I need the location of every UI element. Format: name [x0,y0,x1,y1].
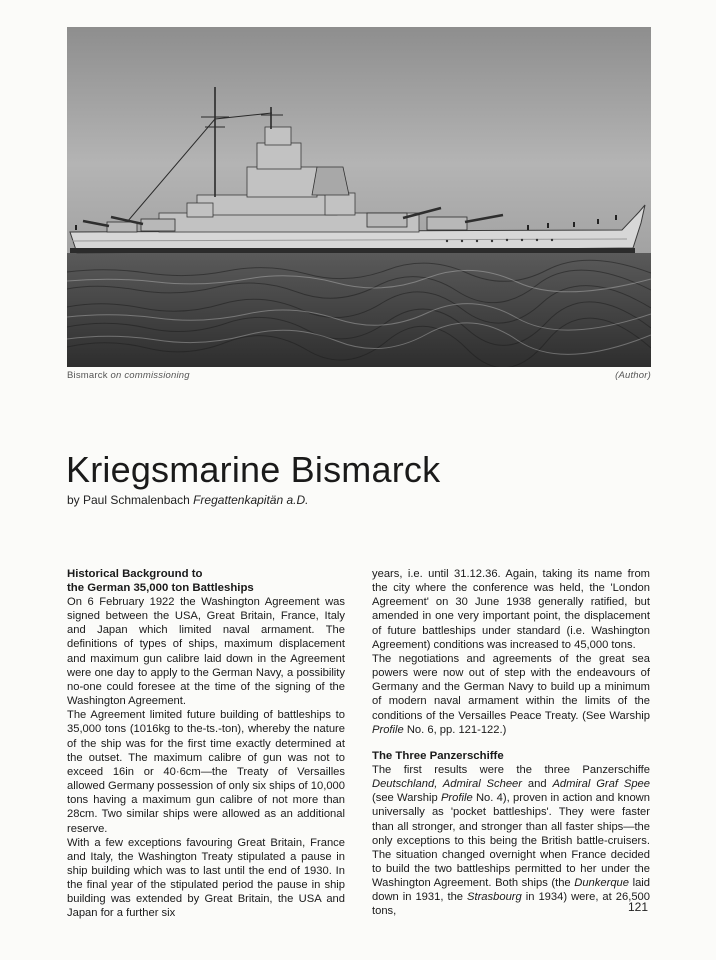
section-heading-historical: Historical Background to the German 35,000 ton Battleships [67,568,254,594]
text-column-left [67,567,345,921]
paragraph: The first results were the three Panzerschiffe Deutschland, Admiral Scheer and Admiral Graf Spee (see Warship Profile No. 4), proven in action and known universally as 'pocket battleships'. They were faster than all stronger, and stronger than all faster ships—the only exceptions to this being the British battle-cruisers. The situation changed overnight when France decided to build the two battleships permitted to her under the Washington Agreement. Both ships (the Dunkerque laid down in 1931, the Strasbourg in 1934) were, at 26,500 tons, [372,763,650,918]
battleship-photo [67,27,651,367]
section-heading-panzerschiffe: The Three Panzerschiffe [372,749,504,762]
article-title: Kriegsmarine Bismarck [66,449,441,490]
paragraph: years, i.e. until 31.12.36. Again, taking its name from the city where the conference was held, the 'London Agreement' on 30 June 1938 generally ratified, but amended in one very important point, the displacement of future battleships under standard (i.e. Washington Agreement) conditions was increased to 45,000 tons. [372,568,650,651]
text-column-right [372,567,650,919]
page-number: 121 [628,900,649,914]
battleship-illustration [67,27,651,367]
paragraph: With a few exceptions favouring Great Britain, France and Italy, the Washington Treaty stipulated a pause in ship building which was to last until the end of 1930. In the final year of the stipulated period the pause in ship building was extended by Great Britain, the USA and Japan for a further six [67,836,345,920]
paragraph: The negotiations and agreements of the great sea powers were now out of step with the endeavours of Germany and the German Navy to build up a minimum of modern naval armament within the limits of the conditions of the Versailles Peace Treaty. (See Warship Profile No. 6, pp. 121-122.) [372,652,650,736]
article-byline: by Paul Schmalenbach Fregattenkapitän a.D. [67,493,309,507]
paragraph: The Agreement limited future building of battleships to 35,000 tons (1016kg to the-ts.-ton), whereby the nature of the ship was for the first time exactly determined at the outset. The maximum calibre of gun was not to exceed 16in or 40·6cm—the Treaty of Versailles allowed Germany possession of only six ships of 10,000 tons having a maximum gun calibre of not more than 28cm. Two similar ships were allowed as an additional reserve. [67,709,345,835]
caption-description: Bismarck on commissioning [67,370,190,381]
caption-credit: (Author) [615,370,651,381]
paragraph: On 6 February 1922 the Washington Agreement was signed between the USA, Great Britain, France, Italy and Japan which limited naval armament. The definitions of types of ships, maximum displacement and maximum gun calibre laid down in the Agreement were one day to apply to the German Navy, a possibility no-one could foresee at the time of the signing of the Washington Agreement. [67,596,345,708]
